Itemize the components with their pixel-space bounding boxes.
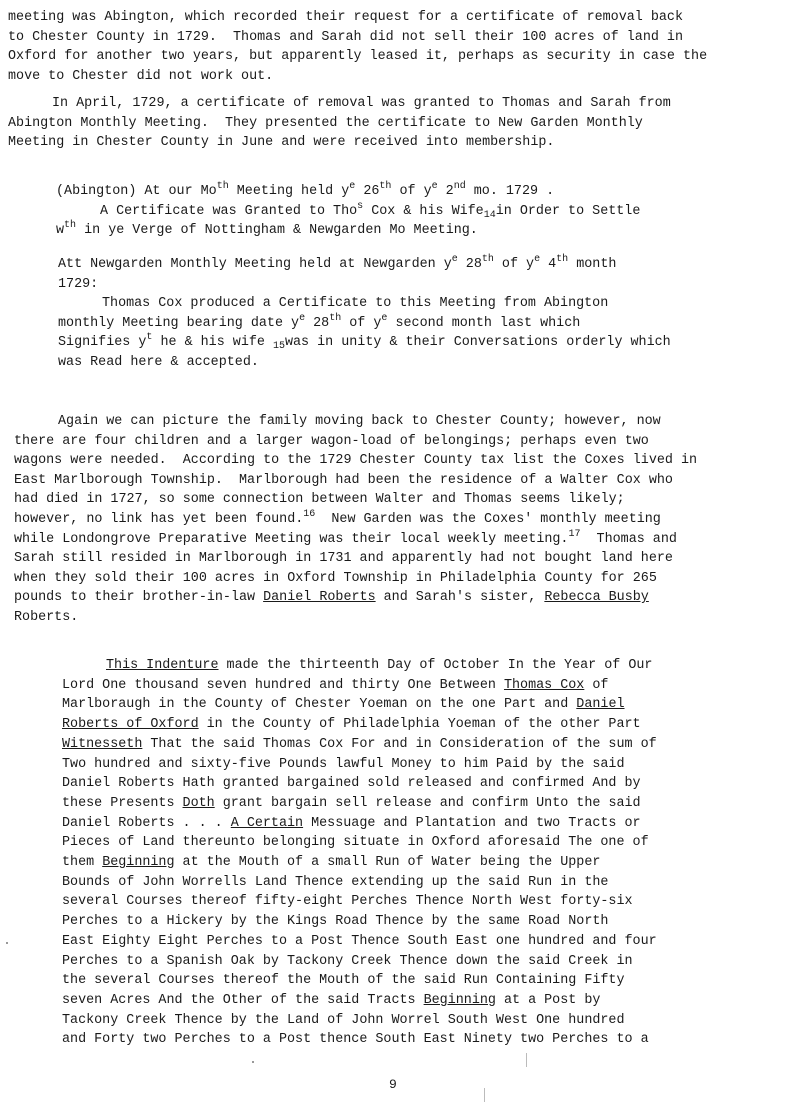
text-line: meeting was Abington, which recorded their request for a certificate of removal back <box>8 10 683 25</box>
underlined-name: Daniel Roberts <box>263 590 376 606</box>
text-line: East Marlborough Township. Marlborough had been the residence of a Walter Cox who <box>14 472 673 488</box>
deed-line: Pieces of Land thereunto belonging situate in Oxford aforesaid The one of <box>62 835 649 851</box>
footnote-ref: 17 <box>568 528 581 540</box>
newgarden-minute-quote <box>58 255 738 373</box>
narrative-paragraph <box>14 412 774 628</box>
deed-line: several Courses thereof fifty-eight Perches Thence North West forty-six <box>62 894 633 910</box>
text-line: Roberts. <box>14 609 79 625</box>
text-line: Abington Monthly Meeting. They presented the certificate to New Garden Monthly <box>8 115 643 131</box>
quote-line: Thomas Cox produced a Certificate to this Meeting from Abington <box>102 296 609 312</box>
abington-minute-quote <box>56 182 736 241</box>
deed-line: This Indenture made the thirteenth Day of October In the Year of Our <box>106 658 653 673</box>
underlined-term: A Certain <box>230 815 304 831</box>
intro-paragraph-2 <box>8 94 768 153</box>
deed-line: Witnesseth That the said Thomas Cox For and in Consideration of the sum of <box>62 736 657 752</box>
footnote-ref: 16 <box>303 508 316 520</box>
deed-line: Perches to a Hickery by the Kings Road Thence by the same Road North <box>62 914 609 930</box>
deed-line: Tackony Creek Thence by the Land of John Worrel South West One hundred <box>62 1012 625 1028</box>
deed-line: Roberts of Oxford in the County of Philadelphia Yoeman of the other Part <box>62 717 641 733</box>
text-line: In April, 1729, a certificate of removal was granted to Thomas and Sarah from <box>52 96 671 111</box>
text-line: to Chester County in 1729. Thomas and Sarah did not sell their 100 acres of land in <box>8 29 683 45</box>
footnote-ref: 15 <box>272 341 285 353</box>
underlined-name: Thomas Cox <box>503 677 585 693</box>
deed-line: Two hundred and sixty-five Pounds lawful Money to him Paid by the said <box>62 756 625 772</box>
text-line: move to Chester did not work out. <box>8 68 274 84</box>
text-line: however, no link has yet been found.$^{16}$ New Garden was the Coxes' monthly meeting <box>14 508 661 527</box>
page-number: 9 <box>389 1077 397 1092</box>
deed-line: seven Acres And the Other of the said Tracts Beginning at a Post by <box>62 992 601 1008</box>
deed-line: Perches to a Spanish Oak by Tackony Creek Thence down the said Creek in <box>62 953 633 969</box>
quote-line: Signifies $y^t$ he & his wife $_{15}$was in unity & their Conversations orderly which <box>58 332 671 353</box>
text-line: while Londongrove Preparative Meeting was their local weekly meeting.$^{17}$ Thomas and <box>14 528 677 547</box>
scan-mark <box>484 1088 485 1102</box>
intro-paragraph-1 <box>8 8 768 86</box>
deed-line: these Presents Doth grant bargain sell release and confirm Unto the said <box>62 795 641 811</box>
quote-line: was Read here & accepted. <box>58 354 259 370</box>
quote-line: 1729: <box>58 276 99 292</box>
scan-speck <box>6 942 8 944</box>
underlined-term: This Indenture <box>106 658 219 673</box>
quote-line: $w^{th}$ in ye Verge of Nottingham & Newgarden Mo Meeting. <box>56 220 478 239</box>
deed-line: and Forty two Perches to a Post thence South East Ninety two Perches to a <box>62 1032 649 1048</box>
underlined-name: Roberts of Oxford <box>62 717 199 733</box>
quote-line: A Certificate was Granted to Tho$^s$ Cox & his Wife$_{14}$in Order to Settle <box>100 200 641 221</box>
scan-speck <box>252 1061 254 1063</box>
quote-line: Att Newgarden Monthly Meeting held at Newgarden $y^e$ 28th of $y^e$ 4th month <box>58 254 617 272</box>
deed-line: the several Courses thereof the Mouth of the said Run Containing Fifty <box>62 973 625 989</box>
text-line: Meeting in Chester County in June and were received into membership. <box>8 135 555 151</box>
underlined-name: Daniel <box>576 697 625 713</box>
text-line: had died in 1727, so some connection between Walter and Thomas seems likely; <box>14 492 625 508</box>
deed-line: East Eighty Eight Perches to a Post Thence South East one hundred and four <box>62 933 657 949</box>
indenture-transcription <box>62 656 742 1050</box>
deed-line: Marlboraugh in the County of Chester Yoeman on the one Part and Daniel <box>62 697 625 713</box>
deed-line: Daniel Roberts . . . A Certain Messuage and Plantation and two Tracts or <box>62 815 641 831</box>
text-line: when they sold their 100 acres in Oxford Township in Philadelphia County for 265 <box>14 570 657 586</box>
deed-line: Lord One thousand seven hundred and thirty One Between Thomas Cox of <box>62 677 609 693</box>
text-line: Oxford for another two years, but apparently leased it, perhaps as security in case the <box>8 49 708 65</box>
underlined-term: Beginning <box>423 992 496 1008</box>
footnote-ref: 14 <box>483 209 496 221</box>
quote-line: monthly Meeting bearing date $y^e$ 28th of $y^e$ second month last which <box>58 312 581 331</box>
text-line: wagons were needed. According to the 1729 Chester County tax list the Coxes lived in <box>14 453 698 469</box>
text-line: pounds to their brother-in-law Daniel Roberts and Sarah's sister, Rebecca Busby <box>14 590 649 606</box>
deed-line: them Beginning at the Mouth of a small Run of Water being the Upper <box>62 855 601 871</box>
underlined-term: Doth <box>182 795 215 811</box>
text-line: Again we can picture the family moving back to Chester County; however, now <box>58 414 661 429</box>
underlined-term: Witnesseth <box>62 736 143 752</box>
text-line: Sarah still resided in Marlborough in 1731 and apparently had not bought land here <box>14 551 673 567</box>
deed-line: Bounds of John Worrells Land Thence extending up the said Run in the <box>62 874 609 890</box>
underlined-term: Beginning <box>102 855 175 871</box>
scan-mark <box>526 1053 527 1067</box>
deed-line: Daniel Roberts Hath granted bargained sold released and confirmed And by <box>62 776 641 792</box>
text-line: there are four children and a larger wagon-load of belongings; perhaps even two <box>14 433 649 449</box>
underlined-name: Rebecca Busby <box>544 590 649 606</box>
quote-line: (Abington) At our $Mo^{th}$ Meeting held $y^e$ 26th of $y^e$ 2nd mo. 1729 . <box>56 181 555 199</box>
